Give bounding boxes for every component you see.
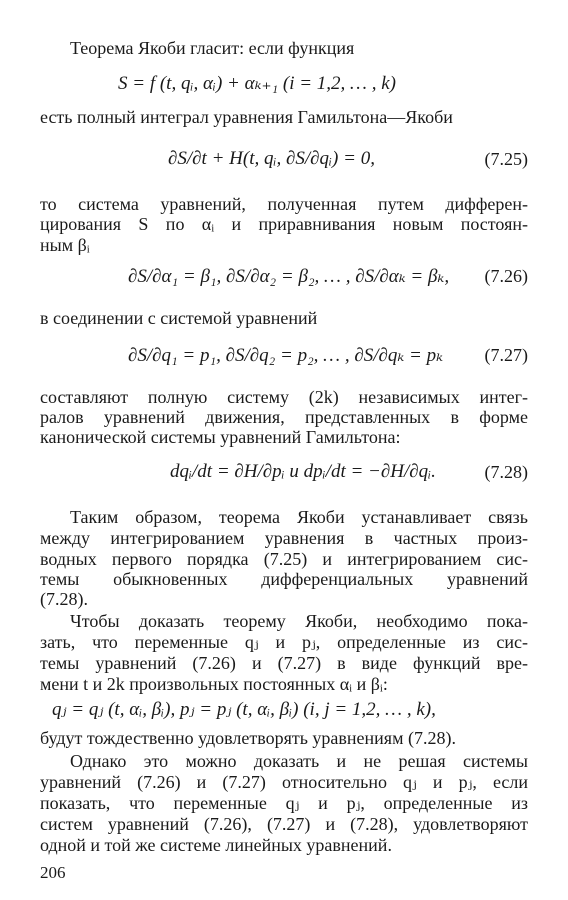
formula-body: ∂S/∂α₁ = β₁, ∂S/∂α₂ = β₂, … , ∂S/∂αₖ = βₖ, — [128, 265, 450, 287]
text-line: темы уравнений (7.26) и (7.27) в виде функций вре- — [40, 653, 528, 673]
equation-7-26 — [40, 251, 528, 301]
equation-7-28 — [40, 447, 528, 497]
page-number: 206 — [40, 863, 66, 882]
formula-body: ∂S/∂q₁ = p₁, ∂S/∂q₂ = p₂, … , ∂S/∂qₖ = pₖ — [128, 344, 444, 366]
text-line: мени t и 2k произвольных постоянных αᵢ и βᵢ: — [40, 674, 388, 694]
text-line: канонической системы уравнений Гамильтона: — [40, 427, 401, 447]
equation-number: (7.26) — [484, 265, 528, 286]
text-line: между интегрированием уравнения в частных произ- — [40, 528, 528, 548]
text-line: цирования S по αᵢ и приравнивания новым постоян- — [40, 214, 528, 234]
text-line: показать, что переменные qⱼ и pⱼ, определенные из — [40, 793, 528, 813]
formula-function-definition — [40, 58, 528, 108]
text-line: будут тождественно удовлетворять уравнениям (7.28). — [40, 728, 456, 748]
equation-number: (7.27) — [484, 344, 528, 365]
equation-number: (7.25) — [484, 148, 528, 169]
text-line: Таким образом, теорема Якоби устанавливает связь — [70, 507, 528, 527]
text-line: Теорема Якоби гласит: если функция — [70, 38, 355, 58]
formula-body: dqᵢ/dt = ∂H/∂pᵢ и dpᵢ/dt = −∂H/∂qᵢ. — [170, 461, 436, 482]
formula-body: qⱼ = qⱼ (t, αᵢ, βᵢ), pⱼ = pⱼ (t, αᵢ, βᵢ) (i, j = 1,2, … , k), — [52, 698, 436, 720]
text-line: темы обыкновенных дифференциальных уравнений — [40, 569, 528, 589]
formula-body: S = f (t, qᵢ, αᵢ) + αₖ₊₁ (i = 1,2, … , k) — [118, 72, 396, 94]
text-line: ным βᵢ — [40, 235, 90, 255]
text-line: есть полный интеграл уравнения Гамильтона—Якоби — [40, 107, 453, 127]
text-line: уравнений (7.26) и (7.27) относительно qⱼ и pⱼ, если — [40, 772, 528, 792]
equation-7-25 — [40, 134, 528, 184]
text-line: систем уравнений (7.26), (7.27) и (7.28), удовлетворяют — [40, 814, 528, 834]
text-line: то система уравнений, полученная путем дифферен- — [40, 194, 528, 214]
text-line: (7.28). — [40, 589, 88, 609]
text-line: составляют полную систему (2k) независимых интег- — [40, 387, 528, 407]
text-line: в соединении с системой уравнений — [40, 308, 318, 328]
text-line: Однако это можно доказать и не решая системы — [70, 751, 528, 771]
text-line: одной и той же системе линейных уравнений. — [40, 835, 392, 855]
equation-7-27 — [40, 330, 528, 380]
text-line: Чтобы доказать теорему Якоби, необходимо пока- — [70, 611, 528, 631]
text-line: зать, что переменные qⱼ и pⱼ, определенные из сис- — [40, 632, 528, 652]
text-line: водных первого порядка (7.25) и интегрированием сис- — [40, 549, 528, 569]
text-line: ралов уравнений движения, представленных в форме — [40, 407, 528, 427]
formula-body: ∂S/∂t + H(t, qᵢ, ∂S/∂qᵢ) = 0, — [168, 148, 375, 169]
equation-number: (7.28) — [484, 461, 528, 482]
